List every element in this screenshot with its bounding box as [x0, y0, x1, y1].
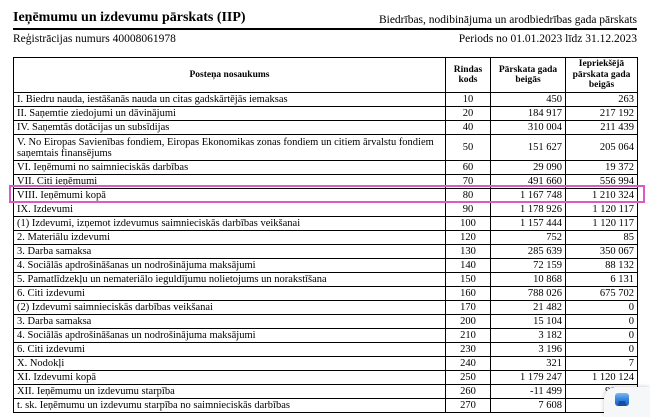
- registration-number: Reģistrācijas numurs 40008061978: [13, 33, 176, 45]
- table-row: [14, 357, 638, 371]
- row-value-previous: 88 132: [566, 259, 638, 273]
- column-header-code: Rindas kods: [446, 58, 491, 93]
- table-row: [14, 107, 638, 121]
- table-row-highlighted: [14, 189, 638, 203]
- table-row: [14, 135, 638, 161]
- row-name: XII. Ieņēmumu un izdevumu starpība: [14, 385, 446, 399]
- row-value-previous: 1 120 117: [566, 217, 638, 231]
- row-value-current: 1 178 926: [491, 203, 566, 217]
- table-row: [14, 175, 638, 189]
- row-code: 100: [446, 217, 491, 231]
- table-row: [14, 329, 638, 343]
- corner-overlay-panel: [604, 387, 650, 417]
- row-name: 3. Darba samaksa: [14, 315, 446, 329]
- row-value-current: 184 917: [491, 107, 566, 121]
- table-row: [14, 93, 638, 107]
- row-value-current: 72 159: [491, 259, 566, 273]
- row-value-current: 1 167 748: [491, 189, 566, 203]
- row-code: 120: [446, 231, 491, 245]
- table-row: [14, 385, 638, 399]
- row-code: 260: [446, 385, 491, 399]
- row-value-previous: 1 120 124: [566, 371, 638, 385]
- blue-app-icon[interactable]: [615, 393, 629, 406]
- row-code: 80: [446, 189, 491, 203]
- row-value-current: 151 627: [491, 135, 566, 161]
- table-row: [14, 203, 638, 217]
- row-value-current: 310 004: [491, 121, 566, 135]
- row-name: 4. Sociālās apdrošināšanas un nodrošinājuma maksājumi: [14, 329, 446, 343]
- table-row: [14, 259, 638, 273]
- table-row: [14, 371, 638, 385]
- row-name: V. No Eiropas Savienības fondiem, Eiropas Ekonomikas zonas fondiem un citiem ārvalstu fondiem saņemtais finansējums: [14, 135, 446, 161]
- table-row: [14, 231, 638, 245]
- row-name: VII. Citi ieņēmumi: [14, 175, 446, 189]
- row-value-current: 3 182: [491, 329, 566, 343]
- row-value-current: 15 104: [491, 315, 566, 329]
- page-title: Ieņēmumu un izdevumu pārskats (IIP): [13, 10, 246, 25]
- row-name: X. Nodokļi: [14, 357, 446, 371]
- row-name: 4. Sociālās apdrošināšanas un nodrošinājuma maksājumi: [14, 259, 446, 273]
- report-table-body: [14, 93, 638, 413]
- meta-row: [13, 33, 637, 45]
- period-label: Periods no 01.01.2023 līdz 31.12.2023: [458, 33, 637, 45]
- row-code: 200: [446, 315, 491, 329]
- row-value-previous: 1 210 324: [566, 189, 638, 203]
- table-header-row: [14, 58, 638, 93]
- row-code: 160: [446, 287, 491, 301]
- row-name: II. Saņemtie ziedojumi un dāvinājumi: [14, 107, 446, 121]
- row-value-previous: 217 192: [566, 107, 638, 121]
- row-value-current: 491 660: [491, 175, 566, 189]
- row-value-current: 7 608: [491, 399, 566, 413]
- row-code: 150: [446, 273, 491, 287]
- row-code: 20: [446, 107, 491, 121]
- table-row: [14, 273, 638, 287]
- row-value-previous: 0: [566, 329, 638, 343]
- row-name: XI. Izdevumi kopā: [14, 371, 446, 385]
- row-code: 240: [446, 357, 491, 371]
- row-code: 230: [446, 343, 491, 357]
- row-value-previous: 205 064: [566, 135, 638, 161]
- row-name: VI. Ieņēmumi no saimnieciskās darbības: [14, 161, 446, 175]
- row-code: 140: [446, 259, 491, 273]
- row-code: 170: [446, 301, 491, 315]
- row-code: 70: [446, 175, 491, 189]
- row-value-previous: 0: [566, 315, 638, 329]
- row-value-current: 3 196: [491, 343, 566, 357]
- row-code: 10: [446, 93, 491, 107]
- column-header-name: Posteņa nosaukums: [14, 58, 446, 93]
- row-value-current: 1 157 444: [491, 217, 566, 231]
- row-name: (2) Izdevumi saimnieciskās darbības veikšanai: [14, 301, 446, 315]
- table-row: [14, 217, 638, 231]
- column-header-previous: Iepriekšējā pārskata gada beigās: [566, 58, 638, 93]
- table-row: [14, 399, 638, 413]
- row-value-current: 10 868: [491, 273, 566, 287]
- row-value-current: 21 482: [491, 301, 566, 315]
- row-value-previous: 6 131: [566, 273, 638, 287]
- row-value-current: 752: [491, 231, 566, 245]
- row-name: 5. Pamatlīdzekļu un nemateriālo ieguldījumu nolietojums un norakstīšana: [14, 273, 446, 287]
- row-name: 3. Darba samaksa: [14, 245, 446, 259]
- table-row: [14, 161, 638, 175]
- row-code: 130: [446, 245, 491, 259]
- row-value-previous: 0: [566, 343, 638, 357]
- title-row: [13, 10, 637, 30]
- row-value-previous: 350 067: [566, 245, 638, 259]
- row-name: (1) Izdevumi, izņemot izdevumus saimnieciskās darbības veikšanai: [14, 217, 446, 231]
- row-value-previous: 1 120 117: [566, 203, 638, 217]
- row-name: t. sk. Ieņēmumu un izdevumu starpība no saimnieciskās darbības: [14, 399, 446, 413]
- row-value-previous: 211 439: [566, 121, 638, 135]
- report-type-label: Biedrības, nodibinājuma un arodbiedrības gada pārskats: [378, 14, 637, 26]
- row-code: 270: [446, 399, 491, 413]
- row-value-previous: 85: [566, 231, 638, 245]
- row-value-current: -11 499: [491, 385, 566, 399]
- table-row: [14, 121, 638, 135]
- row-value-previous: 0: [566, 301, 638, 315]
- row-value-current: 788 026: [491, 287, 566, 301]
- row-code: 40: [446, 121, 491, 135]
- row-value-current: 285 639: [491, 245, 566, 259]
- table-row: [14, 287, 638, 301]
- row-value-current: 29 090: [491, 161, 566, 175]
- row-value-previous: 7: [566, 357, 638, 371]
- row-name: IX. Izdevumi: [14, 203, 446, 217]
- row-code: 210: [446, 329, 491, 343]
- column-header-current: Pārskata gada beigās: [491, 58, 566, 93]
- row-code: 90: [446, 203, 491, 217]
- row-value-previous: 556 994: [566, 175, 638, 189]
- row-name: I. Biedru nauda, iestāšanās nauda un citas gadskārtējās iemaksas: [14, 93, 446, 107]
- row-value-previous: 675 702: [566, 287, 638, 301]
- row-value-previous: 19 372: [566, 161, 638, 175]
- row-name: 6. Citi izdevumi: [14, 343, 446, 357]
- row-value-current: 450: [491, 93, 566, 107]
- document-header: [13, 10, 637, 45]
- income-expense-table: [13, 57, 638, 413]
- table-row: [14, 343, 638, 357]
- row-value-current: 1 179 247: [491, 371, 566, 385]
- row-name: 6. Citi izdevumi: [14, 287, 446, 301]
- table-row: [14, 301, 638, 315]
- row-code: 60: [446, 161, 491, 175]
- row-value-previous: 263: [566, 93, 638, 107]
- table-row: [14, 245, 638, 259]
- row-name: IV. Saņemtās dotācijas un subsīdijas: [14, 121, 446, 135]
- table-row: [14, 315, 638, 329]
- row-code: 250: [446, 371, 491, 385]
- row-name: VIII. Ieņēmumi kopā: [14, 189, 446, 203]
- row-name: 2. Materiālu izdevumi: [14, 231, 446, 245]
- row-code: 50: [446, 135, 491, 161]
- row-value-current: 321: [491, 357, 566, 371]
